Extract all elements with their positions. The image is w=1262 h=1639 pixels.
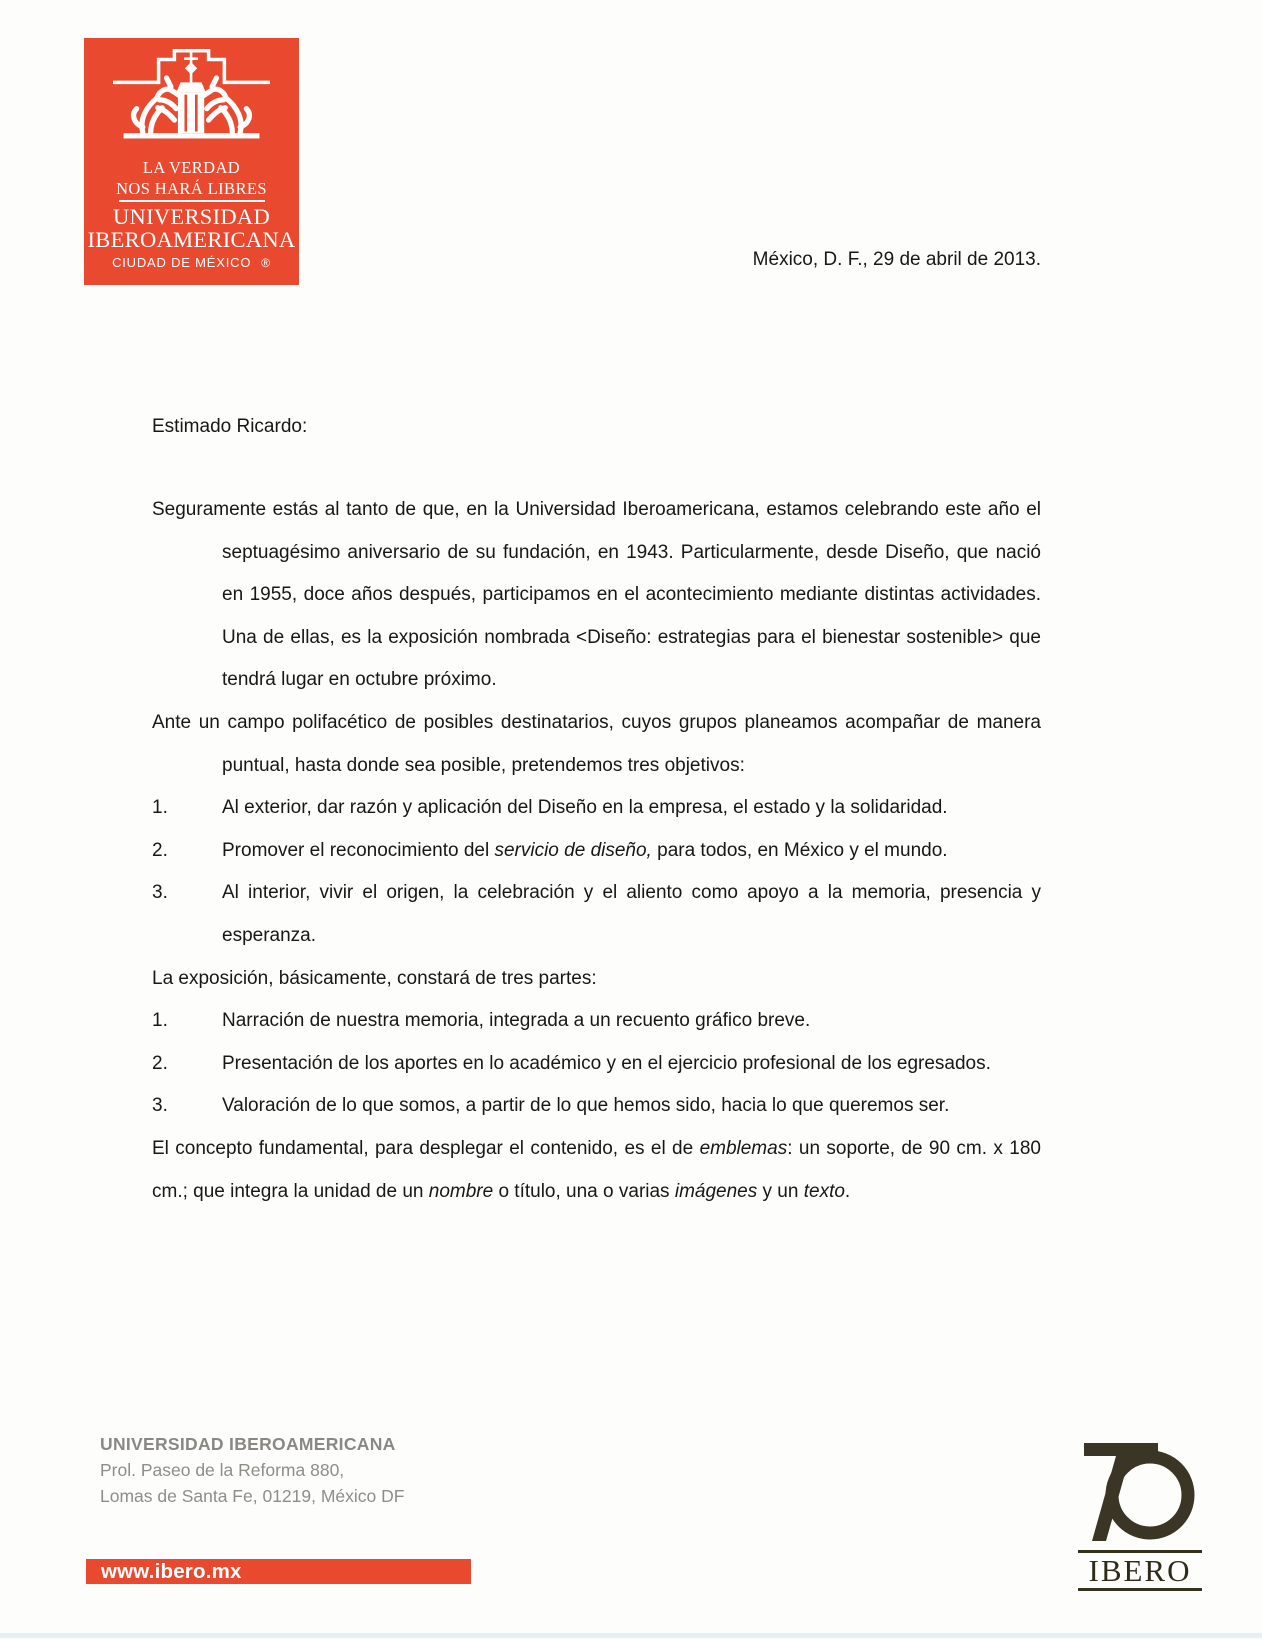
- part-item-3: [152, 1085, 1041, 1128]
- ibero-70-logo: [1078, 1441, 1202, 1591]
- part-text-1: Narración de nuestra memoria, integrada a un recuento gráfico breve.: [222, 1010, 811, 1032]
- letter-date: México, D. F., 29 de abril de 2013.: [752, 249, 1041, 270]
- paragraph-celebration: Seguramente estás al tanto de que, en la Universidad Iberoamericana, estamos celebrando este año el septuagésimo aniversario de su fundación, en 1943. Particularmente, desde Diseño, que nació en 1955, doce años después, participamos en el acontecimiento mediante distintas actividades. Una de ellas, es la exposición nombrada <Diseño: estrategias para el bienestar sostenible> que tendrá lugar en octubre próximo.: [152, 499, 1041, 691]
- objective-number-2: 2.: [152, 839, 168, 861]
- objective-item-3: [152, 872, 1041, 957]
- footer-address-block: [100, 1431, 404, 1509]
- part-number-3: 3.: [152, 1095, 168, 1117]
- university-motto: [84, 157, 299, 199]
- closing-run: .: [844, 1180, 851, 1202]
- objective-item-1: [152, 787, 1041, 830]
- footer-address-line-1: Prol. Paseo de la Reforma 880,: [100, 1460, 345, 1480]
- objective-item-2: [152, 830, 1041, 873]
- closing-run-italic: texto: [803, 1180, 845, 1202]
- part-text-3: Valoración de lo que somos, a partir de lo que hemos sido, hacia lo que queremos ser.: [222, 1095, 950, 1117]
- logo-rule-bottom: [1078, 1588, 1202, 1591]
- ibero-wordmark: IBERO: [1088, 1553, 1192, 1588]
- letter-greeting: Estimado Ricardo:: [152, 416, 308, 437]
- closing-run: : un soporte, de 90 cm. x 180 cm.; que integra la unidad de un: [152, 1137, 1041, 1202]
- logo-divider-line: [119, 200, 265, 202]
- part-item-2: [152, 1043, 1041, 1086]
- registered-trademark-symbol: ®: [261, 256, 271, 270]
- university-logo-block: [84, 38, 299, 285]
- closing-run: y un: [757, 1180, 804, 1202]
- objective-number-3: 3.: [152, 882, 168, 904]
- closing-run: o título, una o varias: [493, 1180, 675, 1202]
- letter-body: [152, 489, 1041, 1213]
- objective-text-1: Al exterior, dar razón y aplicación del Diseño en la empresa, el estado y la solidaridad.: [222, 797, 948, 819]
- scan-edge-artifact: [0, 1633, 1262, 1638]
- footer-organization: UNIVERSIDAD IBEROAMERICANA: [100, 1434, 396, 1454]
- part-number-2: 2.: [152, 1052, 168, 1074]
- university-crest-icon: [84, 42, 299, 156]
- part-text-2: Presentación de los aportes en lo académico y en el ejercicio profesional de los egresados.: [222, 1052, 991, 1074]
- seventy-mark-icon: [1078, 1441, 1202, 1542]
- paragraph-parts-intro: La exposición, básicamente, constará de tres partes:: [152, 967, 597, 989]
- objective-text-2-italic: servicio de diseño,: [494, 839, 652, 861]
- city-label: CIUDAD DE MÉXICO: [112, 255, 252, 270]
- university-name-line-1: UNIVERSIDAD: [112, 204, 271, 229]
- part-item-1: [152, 1000, 1041, 1043]
- motto-line-2: NOS HARÁ LIBRES: [116, 179, 267, 198]
- website-bar: [86, 1559, 471, 1584]
- closing-run-italic: nombre: [428, 1180, 494, 1202]
- university-name: [84, 205, 299, 251]
- paragraph-objectives-intro: Ante un campo polifacético de posibles destinatarios, cuyos grupos planeamos acompañar de manera puntual, hasta donde sea posible, pretendemos tres objetivos:: [152, 711, 1041, 776]
- objective-text-2a: Promover el reconocimiento del: [222, 839, 495, 861]
- part-number-1: 1.: [152, 1010, 168, 1032]
- closing-run-italic: imágenes: [674, 1180, 758, 1202]
- objective-text-2b: para todos, en México y el mundo.: [651, 839, 948, 861]
- website-url: www.ibero.mx: [101, 1559, 242, 1583]
- university-name-line-2: IBEROAMERICANA: [87, 227, 296, 252]
- closing-run: El concepto fundamental, para desplegar el contenido, es el de: [152, 1137, 700, 1159]
- motto-line-1: LA VERDAD: [142, 158, 241, 177]
- objective-text-3: Al interior, vivir el origen, la celebración y el aliento como apoyo a la memoria, presencia y esperanza.: [222, 882, 1041, 946]
- footer-address-line-2: Lomas de Santa Fe, 01219, México DF: [100, 1486, 405, 1506]
- objective-number-1: 1.: [152, 797, 168, 819]
- closing-run-italic: emblemas: [699, 1137, 788, 1159]
- paragraph-closing: [152, 1128, 1041, 1213]
